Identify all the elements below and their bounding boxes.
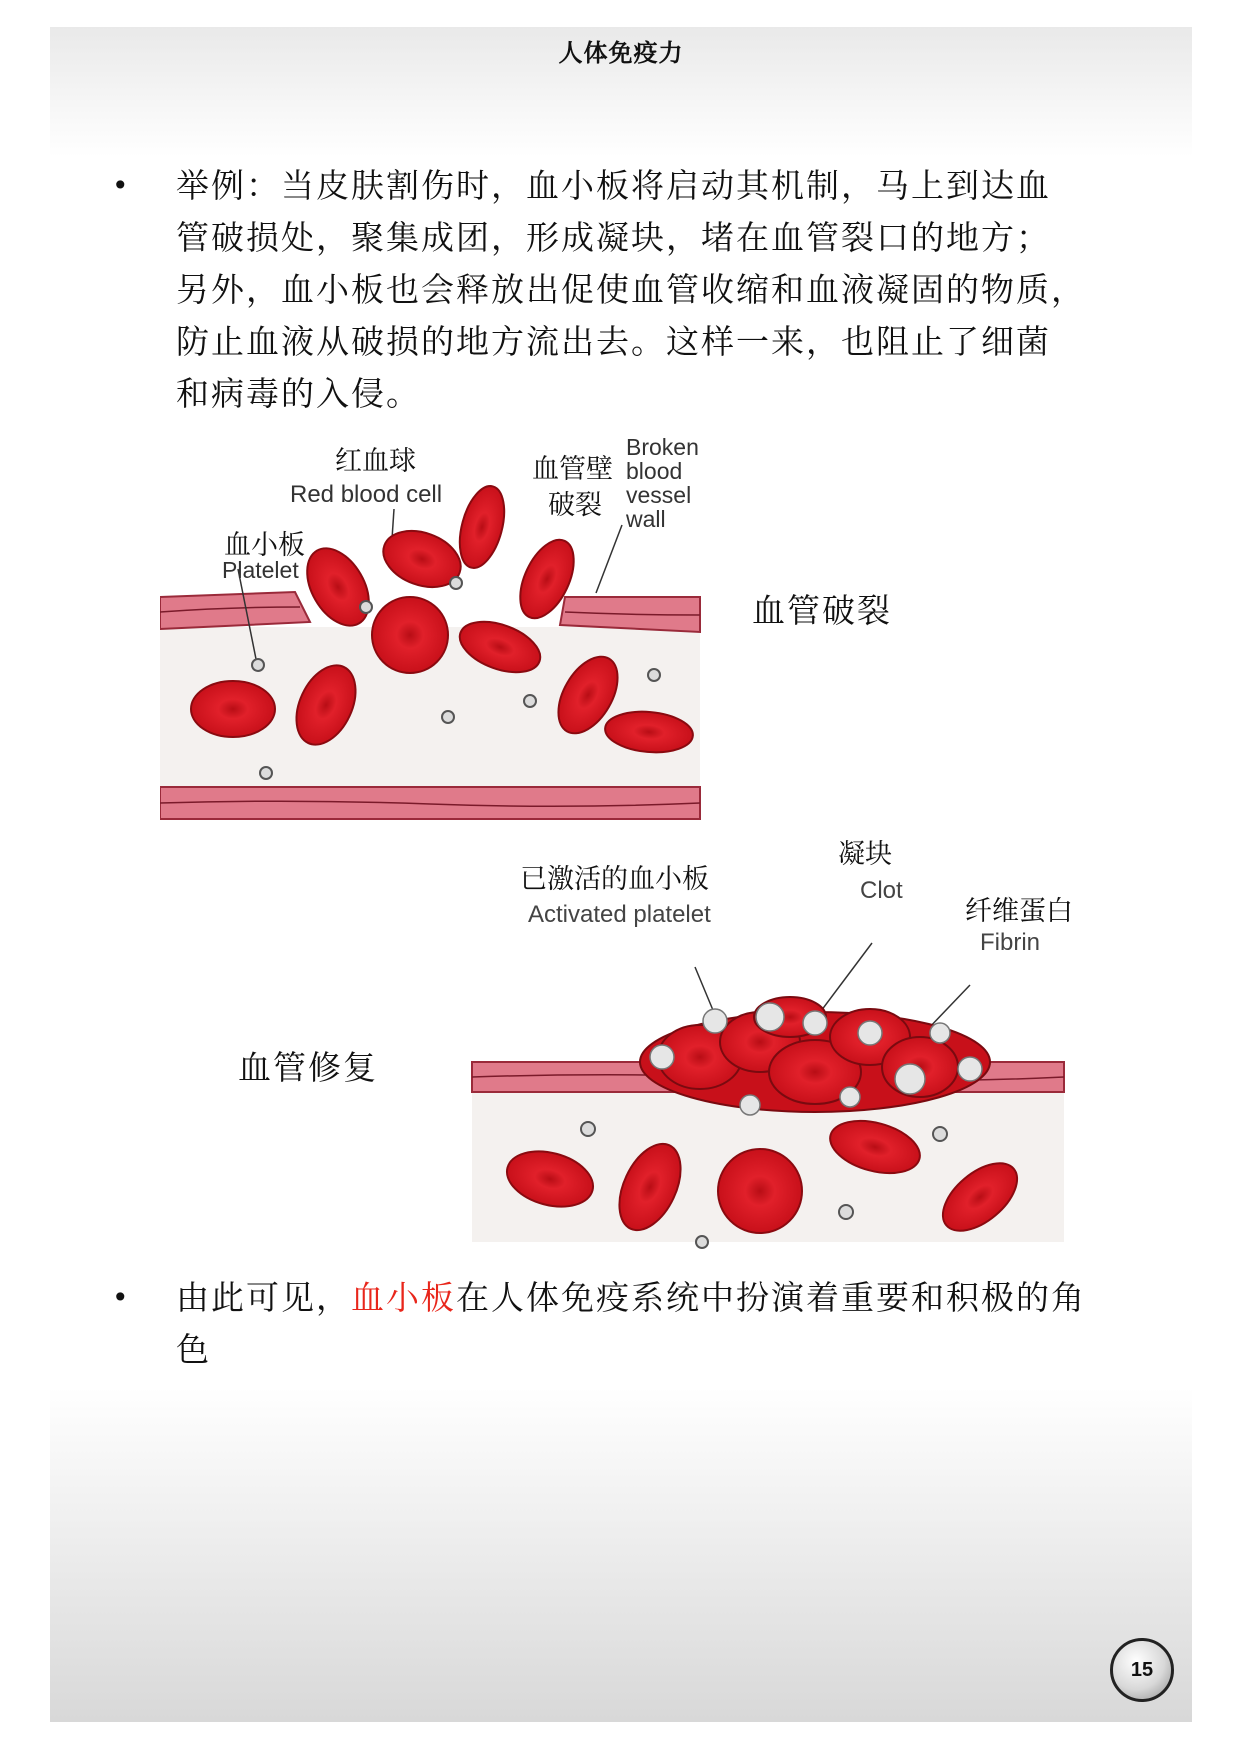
label-wall-zh-1: 血管壁 [532,454,613,485]
label-platelet-zh: 血小板 [224,530,305,561]
page-header-title: 人体免疫力 [558,38,684,67]
caption-vessel-repair: 血管修复 [238,1048,378,1087]
figure-vessel-repair [470,839,1100,1257]
figure-broken-vessel [160,434,720,827]
label-wall-en [626,435,699,531]
paragraph-1-line: 和病毒的入侵。 [176,374,421,413]
paragraph-1-line: 防止血液从破损的地方流出去。这样一来，也阻止了细菌 [176,322,1051,361]
paragraph-2-line [176,1272,1126,1324]
bullet: • [112,169,129,202]
label-rbc-zh: 红血球 [335,446,416,477]
label-clot-zh: 凝块 [838,839,892,870]
label-activated-en: Activated platelet [528,901,711,928]
label-wall-en-line: blood [626,458,683,484]
label-rbc-en: Red blood cell [290,481,443,508]
label-wall-en-line: wall [626,506,666,532]
bullet: • [112,1281,129,1314]
paragraph-2-line: 色 [176,1330,211,1369]
paragraph-2-text-post: 在人体免疫系统中扮演着重要和积极的角 [456,1278,1086,1317]
paragraph-1-text [176,160,1126,420]
paragraph-1-line: 举例：当皮肤割伤时，血小板将启动其机制，马上到达血 [176,166,1051,205]
label-wall-en-line: vessel [626,482,692,508]
label-platelet-en: Platelet [222,557,299,583]
page-number-badge: 15 [1110,1638,1174,1702]
paragraph-1-line: 另外，血小板也会释放出促使血管收缩和血液凝固的物质， [176,270,1086,309]
highlight-platelet: 血小板 [351,1278,456,1317]
label-wall-en-line: Broken [626,434,699,460]
paragraph-1-line: 管破损处，聚集成团，形成凝块，堵在血管裂口的地方； [176,218,1051,257]
label-activated-zh: 已激活的血小板 [520,864,709,895]
label-fibrin-en: Fibrin [980,929,1041,956]
paragraph-2-text-pre: 由此可见， [176,1278,351,1317]
label-fibrin-zh: 纤维蛋白 [965,896,1073,927]
caption-broken-vessel: 血管破裂 [752,591,892,630]
page [50,27,1192,1722]
label-wall-zh-2: 破裂 [548,490,602,521]
paragraph-2-text [176,1272,1126,1376]
label-clot-en: Clot [860,877,903,904]
